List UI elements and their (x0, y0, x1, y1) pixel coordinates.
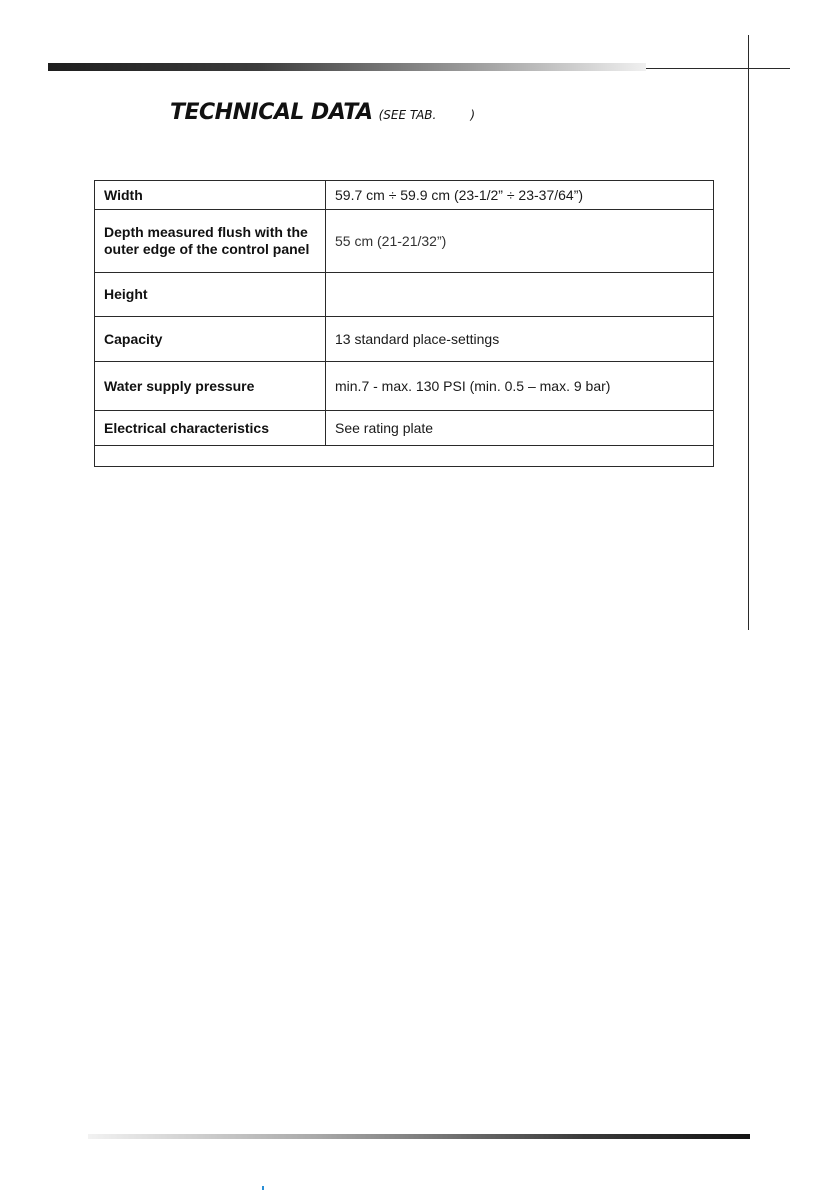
spec-value-capacity: 13 standard place-settings (326, 317, 714, 362)
table-row (95, 362, 714, 411)
spec-value-width: 59.7 cm ÷ 59.9 cm (23-1/2” ÷ 23-37/64”) (326, 181, 714, 210)
table-reference-open: (SEE TAB. (378, 108, 437, 122)
table-row (95, 181, 714, 210)
section-title-text: TECHNICAL DATA (170, 100, 373, 125)
table-row (95, 317, 714, 362)
table-row (95, 210, 714, 273)
spec-label-electrical: Electrical characteristics (95, 411, 326, 446)
table-row (95, 273, 714, 317)
spec-label-water-pressure: Water supply pressure (95, 362, 326, 411)
header-rule (646, 68, 790, 69)
table-reference-close: ) (470, 108, 476, 122)
footer-mark (262, 1186, 264, 1190)
header-gradient-bar (48, 63, 646, 71)
technical-data-table (94, 180, 714, 467)
spec-value-water-pressure: min.7 - max. 130 PSI (min. 0.5 – max. 9 bar) (326, 362, 714, 411)
section-title (170, 100, 475, 125)
crop-mark-vertical (748, 35, 749, 630)
spec-value-height (326, 273, 714, 317)
table-row (95, 411, 714, 446)
spec-label-depth: Depth measured flush with the outer edge of the control panel (95, 210, 326, 273)
empty-footer-cell (95, 446, 714, 467)
footer-gradient-bar (88, 1134, 750, 1139)
spec-label-height: Height (95, 273, 326, 317)
table-row-empty (95, 446, 714, 467)
spec-value-electrical: See rating plate (326, 411, 714, 446)
spec-label-width: Width (95, 181, 326, 210)
spec-value-depth: 55 cm (21-21/32”) (326, 210, 714, 273)
spec-label-capacity: Capacity (95, 317, 326, 362)
